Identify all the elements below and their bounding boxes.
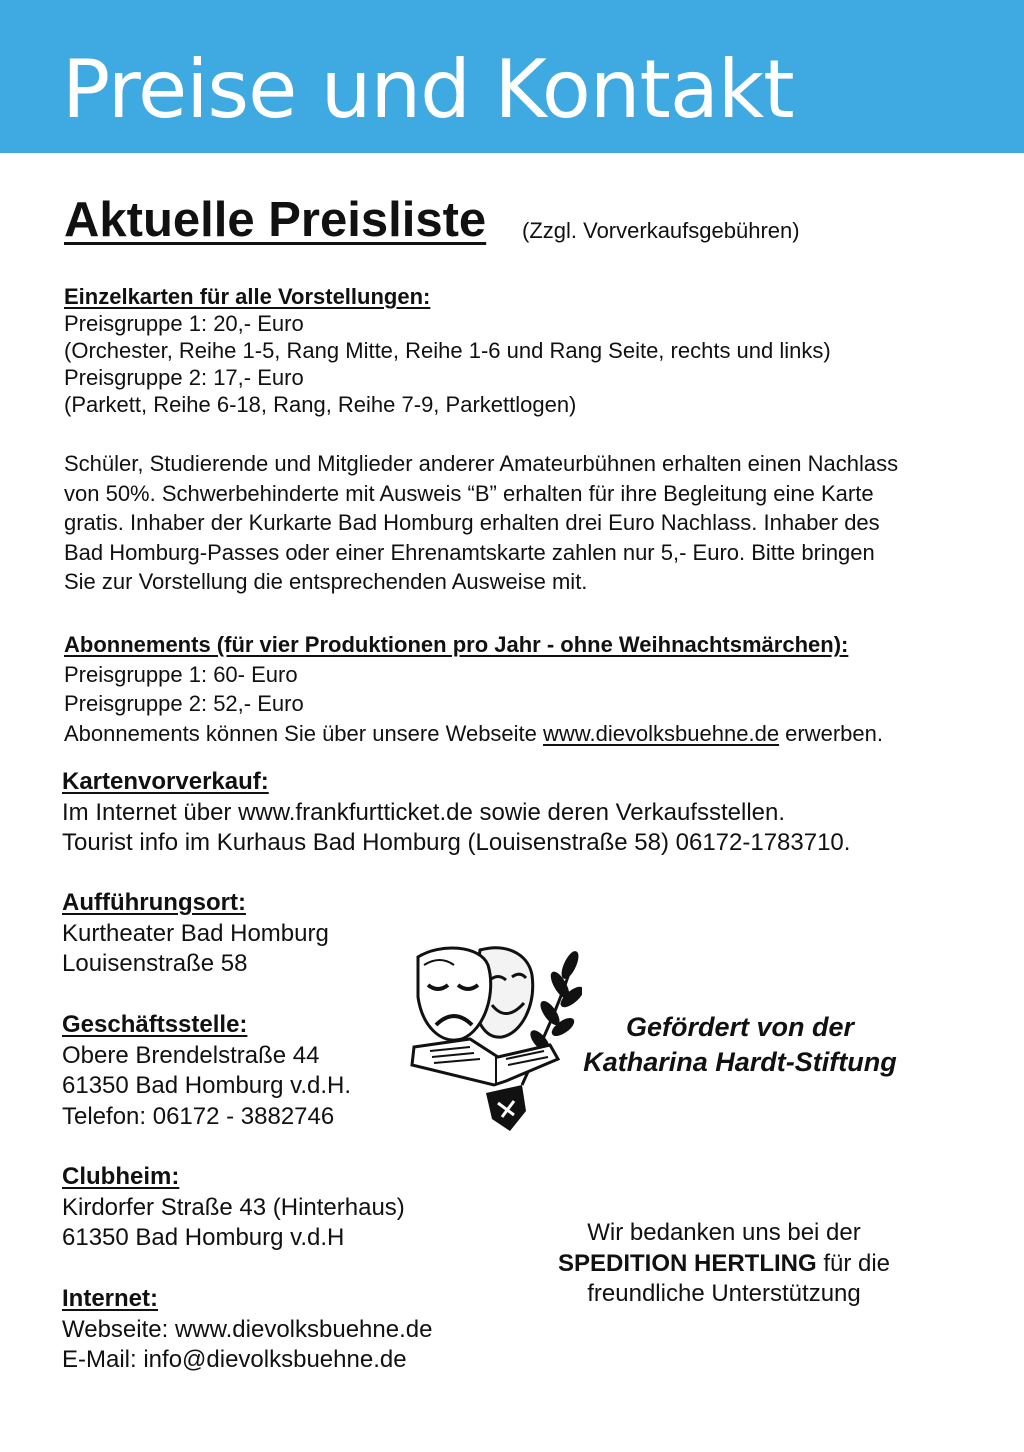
internet-section xyxy=(62,1284,432,1376)
presale-tourist-info: Tourist info im Kurhaus Bad Homburg (Louisenstraße 58) 06172-1783710. xyxy=(62,829,851,856)
price-group-1-seats: (Orchester, Reihe 1-5, Rang Mitte, Reihe 1-6 und Rang Seite, rechts und links) xyxy=(64,338,831,363)
office-section xyxy=(62,1010,351,1132)
sponsor-note xyxy=(560,1010,920,1080)
discount-line: Bad Homburg-Passes oder einer Ehrenamtskarte zahlen nur 5,- Euro. Bitte bringen xyxy=(64,539,875,565)
discount-line: von 50%. Schwerbehinderte mit Ausweis “B” erhalten für ihre Begleitung eine Karte xyxy=(64,480,874,506)
discount-paragraph xyxy=(64,449,964,597)
theater-masks-book-icon xyxy=(410,935,582,1135)
clubhouse-heading: Clubheim: xyxy=(62,1163,180,1190)
single-tickets-section xyxy=(64,283,831,418)
internet-website: Webseite: www.dievolksbuehne.de xyxy=(62,1315,433,1343)
venue-section xyxy=(62,888,329,980)
price-group-1: Preisgruppe 1: 20,- Euro xyxy=(64,311,304,336)
page-title: Preise und Kontakt xyxy=(62,43,794,136)
office-heading: Geschäftsstelle: xyxy=(62,1011,248,1038)
subscription-info-prefix: Abonnements können Sie über unsere Webseite xyxy=(64,720,544,746)
clubhouse-street: Kirdorfer Straße 43 (Hinterhaus) xyxy=(62,1193,405,1221)
sponsor-line-1: Gefördert von der xyxy=(625,1012,855,1042)
subscription-price-1: Preisgruppe 1: 60- Euro xyxy=(64,661,298,687)
venue-heading: Aufführungsort: xyxy=(62,889,246,916)
thanks-note xyxy=(520,1218,928,1310)
subscription-price-2: Preisgruppe 2: 52,- Euro xyxy=(64,691,304,716)
thanks-line-1: Wir bedanken uns bei der xyxy=(587,1219,861,1246)
pricelist-heading: Aktuelle Preisliste xyxy=(64,193,487,247)
venue-name: Kurtheater Bad Homburg xyxy=(62,919,329,947)
discount-line: gratis. Inhaber der Kurkarte Bad Homburg erhalten drei Euro Nachlass. Inhaber des xyxy=(64,510,880,535)
clubhouse-section xyxy=(62,1162,405,1254)
internet-heading: Internet: xyxy=(62,1285,158,1312)
internet-email: E-Mail: info@dievolksbuehne.de xyxy=(62,1346,407,1373)
thanks-line-3: freundliche Unterstützung xyxy=(587,1280,861,1307)
office-phone: Telefon: 06172 - 3882746 xyxy=(62,1102,335,1130)
subscription-info xyxy=(64,719,883,749)
presale-section xyxy=(62,767,850,859)
thanks-line-2-rest: für die xyxy=(816,1249,891,1277)
website-link[interactable]: www.dievolksbuehne.de xyxy=(543,720,780,746)
clubhouse-city: 61350 Bad Homburg v.d.H xyxy=(62,1224,345,1251)
venue-address: Louisenstraße 58 xyxy=(62,950,248,977)
subscriptions-heading: Abonnements (für vier Produktionen pro Jahr - ohne Weihnachtsmärchen): xyxy=(64,632,849,657)
price-group-2: Preisgruppe 2: 17,- Euro xyxy=(64,365,304,390)
header-banner xyxy=(0,0,1024,153)
office-city: 61350 Bad Homburg v.d.H. xyxy=(62,1072,352,1099)
pricelist-note: (Zzgl. Vorverkaufsgebühren) xyxy=(522,218,800,243)
thanks-line-2 xyxy=(520,1249,928,1280)
sponsor-line-2: Katharina Hardt-Stiftung xyxy=(583,1047,897,1077)
single-tickets-heading: Einzelkarten für alle Vorstellungen: xyxy=(64,284,431,309)
presale-internet: Im Internet über www.frankfurtticket.de sowie deren Verkaufsstellen. xyxy=(62,798,786,826)
discount-line: Sie zur Vorstellung die entsprechenden Ausweise mit. xyxy=(64,569,588,594)
discount-line: Schüler, Studierende und Mitglieder anderer Amateurbühnen erhalten einen Nachlass xyxy=(64,451,899,476)
subscription-info-suffix: erwerben. xyxy=(779,720,884,746)
company-name: SPEDITION HERTLING xyxy=(557,1249,817,1277)
price-group-2-seats: (Parkett, Reihe 6-18, Rang, Reihe 7-9, Parkettlogen) xyxy=(64,392,577,417)
subscriptions-section xyxy=(64,630,883,748)
presale-heading: Kartenvorverkauf: xyxy=(62,768,269,795)
office-street: Obere Brendelstraße 44 xyxy=(62,1041,320,1069)
